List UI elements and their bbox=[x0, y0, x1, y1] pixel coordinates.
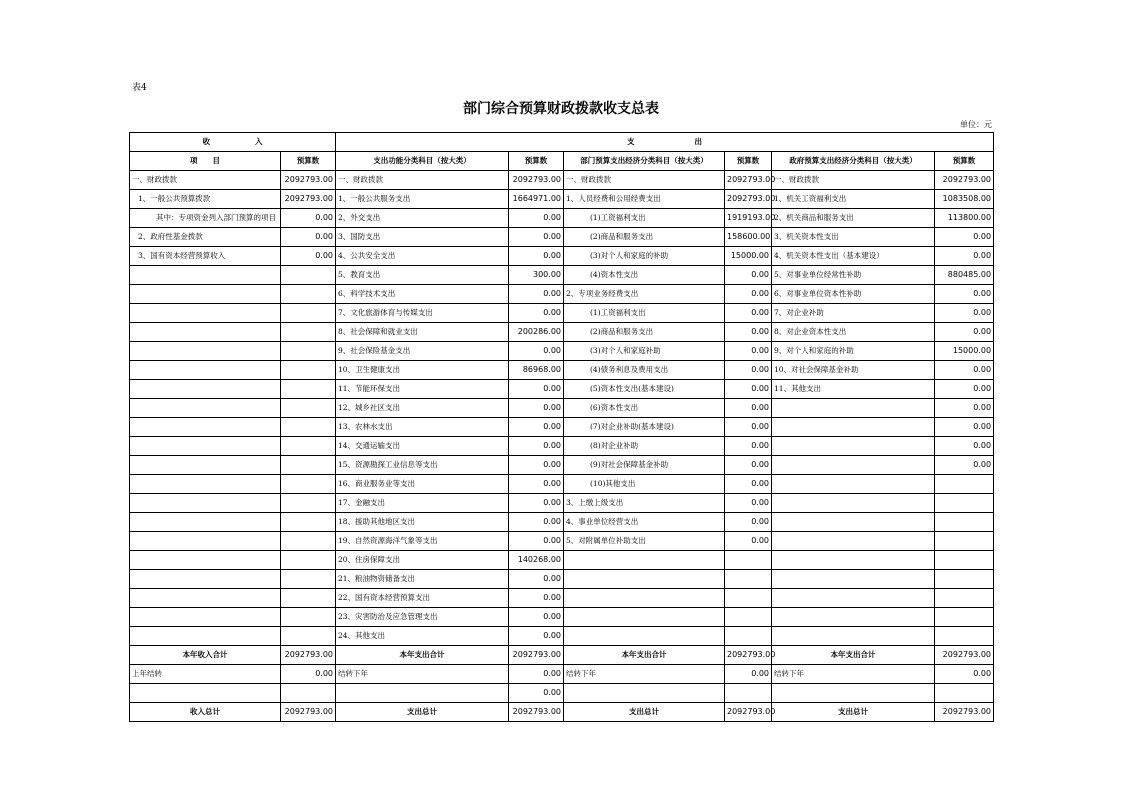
table-row bbox=[130, 361, 994, 380]
label-cell: 15、资源勘探工业信息等支出 bbox=[336, 456, 509, 475]
label-cell bbox=[130, 399, 281, 418]
amount-cell: 0.00 bbox=[725, 266, 772, 285]
table-row bbox=[130, 190, 994, 209]
label-cell bbox=[564, 608, 725, 627]
table-row bbox=[130, 247, 994, 266]
label-cell: 本年支出合计 bbox=[772, 646, 935, 665]
label-cell: 8、社会保障和就业支出 bbox=[336, 323, 509, 342]
table-row bbox=[130, 437, 994, 456]
page-title: 部门综合预算财政拨款收支总表 bbox=[463, 101, 659, 117]
amount-cell: 0.00 bbox=[509, 228, 564, 247]
amount-cell bbox=[935, 608, 994, 627]
label-cell: 支出总计 bbox=[564, 703, 725, 722]
amount-cell: 200286.00 bbox=[509, 323, 564, 342]
label-cell: 9、对个人和家庭的补助 bbox=[772, 342, 935, 361]
amount-cell: 0.00 bbox=[509, 608, 564, 627]
amount-cell: 2092793.00 bbox=[935, 646, 994, 665]
col-header: 部门预算支出经济分类科目（按大类） bbox=[564, 152, 725, 171]
amount-cell: 0.00 bbox=[935, 323, 994, 342]
amount-cell bbox=[281, 532, 336, 551]
label-cell: 17、金融支出 bbox=[336, 494, 509, 513]
amount-cell: 0.00 bbox=[509, 380, 564, 399]
amount-cell bbox=[281, 266, 336, 285]
amount-cell: 0.00 bbox=[509, 665, 564, 684]
label-cell bbox=[130, 418, 281, 437]
label-cell: 5、对事业单位经常性补助 bbox=[772, 266, 935, 285]
label-cell: 上年结转 bbox=[130, 665, 281, 684]
label-cell: 7、对企业补助 bbox=[772, 304, 935, 323]
amount-cell: 0.00 bbox=[509, 627, 564, 646]
label-cell: 6、对事业单位资本性补助 bbox=[772, 285, 935, 304]
table-row bbox=[130, 494, 994, 513]
income-group-header: 收 入 bbox=[130, 133, 336, 152]
label-cell: (4)债务利息及费用支出 bbox=[564, 361, 725, 380]
label-cell: 10、对社会保障基金补助 bbox=[772, 361, 935, 380]
amount-cell: 0.00 bbox=[935, 437, 994, 456]
table-row bbox=[130, 304, 994, 323]
label-cell: 14、交通运输支出 bbox=[336, 437, 509, 456]
label-cell: 20、住房保障支出 bbox=[336, 551, 509, 570]
label-cell bbox=[130, 285, 281, 304]
expense-group-header: 支 出 bbox=[336, 133, 994, 152]
amount-cell: 1664971.00 bbox=[509, 190, 564, 209]
amount-cell: 0.00 bbox=[281, 247, 336, 266]
amount-cell: 0.00 bbox=[725, 304, 772, 323]
amount-cell: 86968.00 bbox=[509, 361, 564, 380]
label-cell: (4)资本性支出 bbox=[564, 266, 725, 285]
table-row bbox=[130, 589, 994, 608]
label-cell bbox=[772, 570, 935, 589]
label-cell bbox=[772, 513, 935, 532]
table-row bbox=[130, 608, 994, 627]
label-cell: 11、节能环保支出 bbox=[336, 380, 509, 399]
label-cell: 18、援助其他地区支出 bbox=[336, 513, 509, 532]
label-cell bbox=[130, 684, 281, 703]
amount-cell: 0.00 bbox=[281, 228, 336, 247]
label-cell bbox=[130, 437, 281, 456]
col-header: 预算数 bbox=[509, 152, 564, 171]
amount-cell bbox=[281, 304, 336, 323]
amount-cell bbox=[281, 437, 336, 456]
label-cell: 3、机关资本性支出 bbox=[772, 228, 935, 247]
label-cell: 1、一般公共预算拨款 bbox=[130, 190, 281, 209]
label-cell bbox=[130, 627, 281, 646]
amount-cell bbox=[935, 589, 994, 608]
table-row bbox=[130, 418, 994, 437]
label-cell: 1、一般公共服务支出 bbox=[336, 190, 509, 209]
table-row bbox=[130, 171, 994, 190]
amount-cell: 0.00 bbox=[725, 342, 772, 361]
amount-cell bbox=[281, 475, 336, 494]
amount-cell bbox=[281, 570, 336, 589]
amount-cell: 2092793.00 bbox=[935, 703, 994, 722]
amount-cell bbox=[281, 627, 336, 646]
amount-cell: 0.00 bbox=[509, 285, 564, 304]
amount-cell: 0.00 bbox=[509, 342, 564, 361]
label-cell bbox=[130, 532, 281, 551]
label-cell bbox=[130, 570, 281, 589]
label-cell bbox=[130, 304, 281, 323]
amount-cell: 2092793.00 bbox=[281, 703, 336, 722]
label-cell bbox=[772, 399, 935, 418]
label-cell: 3、国防支出 bbox=[336, 228, 509, 247]
table-row bbox=[130, 456, 994, 475]
label-cell bbox=[772, 418, 935, 437]
label-cell: (1)工资福利支出 bbox=[564, 209, 725, 228]
label-cell: 2、政府性基金拨款 bbox=[130, 228, 281, 247]
label-cell bbox=[564, 551, 725, 570]
group-header-row bbox=[130, 133, 994, 152]
amount-cell: 0.00 bbox=[725, 532, 772, 551]
amount-cell: 0.00 bbox=[725, 323, 772, 342]
amount-cell bbox=[281, 551, 336, 570]
amount-cell: 0.00 bbox=[935, 228, 994, 247]
amount-cell: 0.00 bbox=[509, 684, 564, 703]
budget-table bbox=[129, 132, 994, 722]
amount-cell: 0.00 bbox=[509, 209, 564, 228]
label-cell: 5、教育支出 bbox=[336, 266, 509, 285]
totals-row bbox=[130, 646, 994, 665]
amount-cell bbox=[725, 551, 772, 570]
amount-cell: 0.00 bbox=[725, 475, 772, 494]
col-header: 支出功能分类科目（按大类） bbox=[336, 152, 509, 171]
amount-cell bbox=[281, 361, 336, 380]
label-cell: 6、科学技术支出 bbox=[336, 285, 509, 304]
amount-cell: 0.00 bbox=[725, 513, 772, 532]
label-cell: (1)工资福利支出 bbox=[564, 304, 725, 323]
label-cell bbox=[772, 684, 935, 703]
label-cell bbox=[772, 475, 935, 494]
amount-cell: 0.00 bbox=[509, 570, 564, 589]
label-cell bbox=[130, 589, 281, 608]
amount-cell: 0.00 bbox=[935, 247, 994, 266]
label-cell: 4、机关资本性支出（基本建设） bbox=[772, 247, 935, 266]
label-cell: 21、粮油物资储备支出 bbox=[336, 570, 509, 589]
amount-cell: 0.00 bbox=[509, 418, 564, 437]
label-cell: 13、农林水支出 bbox=[336, 418, 509, 437]
amount-cell: 0.00 bbox=[935, 361, 994, 380]
amount-cell: 1083508.00 bbox=[935, 190, 994, 209]
amount-cell bbox=[281, 513, 336, 532]
label-cell: 其中：专项资金列入部门预算的项目 bbox=[130, 209, 281, 228]
amount-cell bbox=[281, 684, 336, 703]
amount-cell: 2092793.00 bbox=[509, 703, 564, 722]
label-cell bbox=[772, 551, 935, 570]
amount-cell: 0.00 bbox=[725, 361, 772, 380]
amount-cell: 0.00 bbox=[725, 285, 772, 304]
amount-cell: 15000.00 bbox=[725, 247, 772, 266]
amount-cell bbox=[281, 380, 336, 399]
label-cell: 一、财政拨款 bbox=[772, 171, 935, 190]
label-cell: 结转下年 bbox=[336, 665, 509, 684]
label-cell bbox=[564, 684, 725, 703]
label-cell bbox=[772, 627, 935, 646]
table-row bbox=[130, 513, 994, 532]
label-cell: 支出总计 bbox=[336, 703, 509, 722]
amount-cell: 0.00 bbox=[725, 399, 772, 418]
amount-cell: 1919193.00 bbox=[725, 209, 772, 228]
label-cell bbox=[772, 494, 935, 513]
amount-cell: 0.00 bbox=[935, 418, 994, 437]
table-row bbox=[130, 475, 994, 494]
amount-cell bbox=[725, 608, 772, 627]
amount-cell: 2092793.00 bbox=[725, 171, 772, 190]
amount-cell bbox=[725, 684, 772, 703]
label-cell bbox=[564, 627, 725, 646]
amount-cell bbox=[281, 589, 336, 608]
amount-cell: 880485.00 bbox=[935, 266, 994, 285]
label-cell: 一、财政拨款 bbox=[130, 171, 281, 190]
col-header: 政府预算支出经济分类科目（按大类） bbox=[772, 152, 935, 171]
amount-cell: 2092793.00 bbox=[509, 171, 564, 190]
amount-cell: 0.00 bbox=[935, 456, 994, 475]
label-cell: 1、人员经费和公用经费支出 bbox=[564, 190, 725, 209]
label-cell: 9、社会保险基金支出 bbox=[336, 342, 509, 361]
label-cell: 12、城乡社区支出 bbox=[336, 399, 509, 418]
label-cell: 23、灾害防治及应急管理支出 bbox=[336, 608, 509, 627]
label-cell: 3、上缴上级支出 bbox=[564, 494, 725, 513]
label-cell: (2)商品和服务支出 bbox=[564, 228, 725, 247]
amount-cell: 0.00 bbox=[935, 399, 994, 418]
amount-cell: 15000.00 bbox=[935, 342, 994, 361]
table-row bbox=[130, 323, 994, 342]
amount-cell bbox=[935, 551, 994, 570]
amount-cell bbox=[935, 532, 994, 551]
amount-cell: 2092793.00 bbox=[725, 703, 772, 722]
amount-cell: 0.00 bbox=[509, 437, 564, 456]
budget-table-container bbox=[129, 132, 993, 716]
label-cell: (2)商品和服务支出 bbox=[564, 323, 725, 342]
label-cell: (10)其他支出 bbox=[564, 475, 725, 494]
label-cell: (3)对个人和家庭补助 bbox=[564, 342, 725, 361]
column-header-row bbox=[130, 152, 994, 171]
label-cell bbox=[772, 456, 935, 475]
amount-cell: 2092793.00 bbox=[935, 171, 994, 190]
table-row bbox=[130, 228, 994, 247]
amount-cell: 0.00 bbox=[509, 494, 564, 513]
amount-cell: 2092793.00 bbox=[509, 646, 564, 665]
label-cell: 一、财政拨款 bbox=[336, 171, 509, 190]
label-cell: 2、专项业务经费支出 bbox=[564, 285, 725, 304]
carryover-row bbox=[130, 665, 994, 684]
amount-cell: 0.00 bbox=[725, 456, 772, 475]
label-cell: 结转下年 bbox=[772, 665, 935, 684]
amount-cell: 0.00 bbox=[509, 399, 564, 418]
label-cell: 本年支出合计 bbox=[336, 646, 509, 665]
label-cell: (7)对企业补助(基本建设) bbox=[564, 418, 725, 437]
label-cell: 8、对企业资本性支出 bbox=[772, 323, 935, 342]
col-header: 预算数 bbox=[725, 152, 772, 171]
label-cell bbox=[772, 608, 935, 627]
amount-cell: 0.00 bbox=[281, 209, 336, 228]
amount-cell: 300.00 bbox=[509, 266, 564, 285]
label-cell: 收入总计 bbox=[130, 703, 281, 722]
amount-cell: 0.00 bbox=[509, 532, 564, 551]
label-cell bbox=[130, 380, 281, 399]
label-cell bbox=[130, 513, 281, 532]
grand-total-row bbox=[130, 703, 994, 722]
amount-cell bbox=[935, 513, 994, 532]
label-cell bbox=[130, 342, 281, 361]
label-cell bbox=[130, 608, 281, 627]
label-cell bbox=[130, 323, 281, 342]
amount-cell: 0.00 bbox=[935, 665, 994, 684]
amount-cell: 0.00 bbox=[725, 437, 772, 456]
amount-cell bbox=[281, 456, 336, 475]
label-cell bbox=[130, 266, 281, 285]
amount-cell: 0.00 bbox=[725, 418, 772, 437]
amount-cell bbox=[935, 570, 994, 589]
table-row bbox=[130, 209, 994, 228]
amount-cell bbox=[725, 570, 772, 589]
amount-cell: 0.00 bbox=[509, 247, 564, 266]
label-cell bbox=[130, 456, 281, 475]
table-row bbox=[130, 532, 994, 551]
table-row bbox=[130, 285, 994, 304]
amount-cell: 0.00 bbox=[725, 665, 772, 684]
col-header: 项 目 bbox=[130, 152, 281, 171]
label-cell: 24、其他支出 bbox=[336, 627, 509, 646]
amount-cell bbox=[935, 475, 994, 494]
label-cell: 本年支出合计 bbox=[564, 646, 725, 665]
label-cell: (8)对企业补助 bbox=[564, 437, 725, 456]
label-cell bbox=[772, 589, 935, 608]
amount-cell bbox=[281, 285, 336, 304]
amount-cell: 2092793.00 bbox=[281, 171, 336, 190]
label-cell: 3、国有资本经营预算收入 bbox=[130, 247, 281, 266]
amount-cell: 0.00 bbox=[935, 304, 994, 323]
amount-cell bbox=[281, 494, 336, 513]
amount-cell bbox=[281, 418, 336, 437]
amount-cell bbox=[725, 627, 772, 646]
amount-cell: 158600.00 bbox=[725, 228, 772, 247]
amount-cell: 0.00 bbox=[509, 456, 564, 475]
table-row bbox=[130, 551, 994, 570]
label-cell bbox=[130, 475, 281, 494]
amount-cell bbox=[281, 608, 336, 627]
table-row bbox=[130, 627, 994, 646]
label-cell bbox=[564, 589, 725, 608]
amount-cell: 0.00 bbox=[509, 304, 564, 323]
amount-cell: 2092793.00 bbox=[725, 190, 772, 209]
label-cell: 2、机关商品和服务支出 bbox=[772, 209, 935, 228]
amount-cell bbox=[281, 342, 336, 361]
col-header: 预算数 bbox=[281, 152, 336, 171]
table-row bbox=[130, 399, 994, 418]
label-cell: 5、对附属单位补助支出 bbox=[564, 532, 725, 551]
unit-label: 单位：元 bbox=[960, 120, 992, 129]
label-cell: 16、商业服务业等支出 bbox=[336, 475, 509, 494]
amount-cell: 0.00 bbox=[509, 475, 564, 494]
table-row bbox=[130, 342, 994, 361]
amount-cell: 0.00 bbox=[935, 380, 994, 399]
amount-cell bbox=[281, 399, 336, 418]
amount-cell: 0.00 bbox=[725, 380, 772, 399]
label-cell: (9)对社会保障基金补助 bbox=[564, 456, 725, 475]
amount-cell bbox=[935, 684, 994, 703]
label-cell: 支出总计 bbox=[772, 703, 935, 722]
table-row bbox=[130, 266, 994, 285]
label-cell bbox=[130, 551, 281, 570]
amount-cell: 0.00 bbox=[509, 513, 564, 532]
label-cell: (3)对个人和家庭的补助 bbox=[564, 247, 725, 266]
label-cell: (6)资本性支出 bbox=[564, 399, 725, 418]
label-cell: 11、其他支出 bbox=[772, 380, 935, 399]
label-cell: 一、财政拨款 bbox=[564, 171, 725, 190]
label-cell: 4、公共安全支出 bbox=[336, 247, 509, 266]
label-cell: 7、文化旅游体育与传媒支出 bbox=[336, 304, 509, 323]
amount-cell: 0.00 bbox=[725, 494, 772, 513]
label-cell bbox=[772, 532, 935, 551]
label-cell bbox=[336, 684, 509, 703]
amount-cell: 113800.00 bbox=[935, 209, 994, 228]
table-tag: 表4 bbox=[132, 83, 147, 93]
col-header: 预算数 bbox=[935, 152, 994, 171]
label-cell bbox=[564, 570, 725, 589]
table-row bbox=[130, 570, 994, 589]
label-cell: 22、国有资本经营预算支出 bbox=[336, 589, 509, 608]
label-cell: (5)资本性支出(基本建设) bbox=[564, 380, 725, 399]
label-cell: 1、机关工资福利支出 bbox=[772, 190, 935, 209]
label-cell: 结转下年 bbox=[564, 665, 725, 684]
amount-cell: 2092793.00 bbox=[281, 190, 336, 209]
label-cell: 本年收入合计 bbox=[130, 646, 281, 665]
amount-cell: 2092793.00 bbox=[725, 646, 772, 665]
amount-cell: 140268.00 bbox=[509, 551, 564, 570]
carryover-row bbox=[130, 684, 994, 703]
label-cell: 2、外交支出 bbox=[336, 209, 509, 228]
label-cell bbox=[772, 437, 935, 456]
amount-cell bbox=[281, 323, 336, 342]
label-cell: 19、自然资源海洋气象等支出 bbox=[336, 532, 509, 551]
label-cell: 4、事业单位经营支出 bbox=[564, 513, 725, 532]
label-cell bbox=[130, 494, 281, 513]
label-cell: 10、卫生健康支出 bbox=[336, 361, 509, 380]
amount-cell: 0.00 bbox=[281, 665, 336, 684]
amount-cell bbox=[935, 627, 994, 646]
amount-cell: 2092793.00 bbox=[281, 646, 336, 665]
amount-cell: 0.00 bbox=[509, 589, 564, 608]
amount-cell bbox=[725, 589, 772, 608]
table-row bbox=[130, 380, 994, 399]
amount-cell: 0.00 bbox=[935, 285, 994, 304]
amount-cell bbox=[935, 494, 994, 513]
label-cell bbox=[130, 361, 281, 380]
